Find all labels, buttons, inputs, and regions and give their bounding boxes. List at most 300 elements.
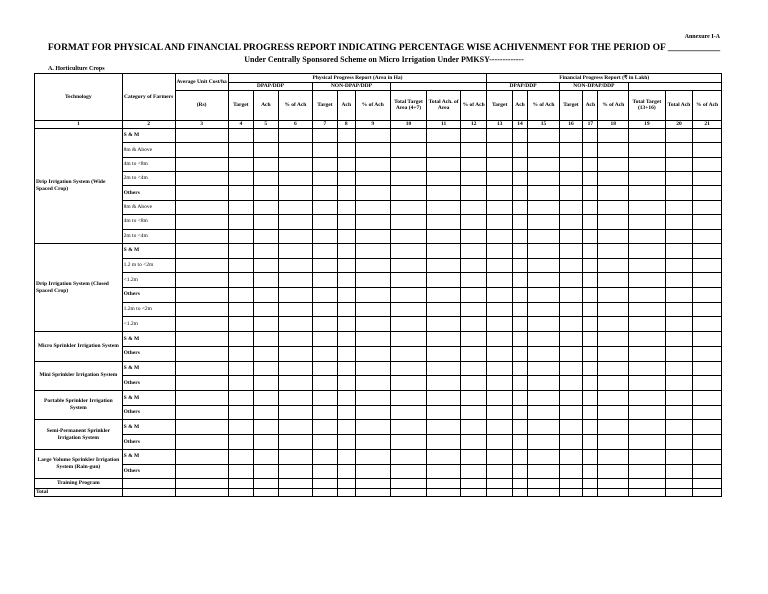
data-cell[interactable]	[665, 420, 693, 435]
data-cell[interactable]	[629, 288, 666, 303]
data-cell[interactable]	[460, 435, 486, 450]
data-cell[interactable]	[337, 244, 355, 259]
data-cell[interactable]	[254, 128, 278, 142]
data-cell[interactable]	[583, 172, 598, 186]
data-cell[interactable]	[254, 479, 278, 489]
data-cell[interactable]	[487, 361, 512, 376]
data-cell[interactable]	[693, 229, 722, 243]
data-cell[interactable]	[487, 288, 512, 303]
data-cell[interactable]	[629, 479, 666, 489]
data-cell[interactable]	[665, 479, 693, 489]
data-cell[interactable]	[528, 157, 560, 171]
data-cell[interactable]	[693, 391, 722, 406]
data-cell[interactable]	[278, 288, 313, 303]
data-cell[interactable]	[629, 143, 666, 157]
data-cell[interactable]	[175, 346, 228, 361]
data-cell[interactable]	[175, 489, 228, 497]
data-cell[interactable]	[313, 258, 337, 273]
data-cell[interactable]	[278, 200, 313, 214]
data-cell[interactable]	[355, 332, 390, 347]
data-cell[interactable]	[254, 288, 278, 303]
data-cell[interactable]	[665, 273, 693, 288]
data-cell[interactable]	[228, 435, 253, 450]
data-cell[interactable]	[390, 317, 427, 332]
data-cell[interactable]	[175, 215, 228, 229]
data-cell[interactable]	[355, 128, 390, 142]
data-cell[interactable]	[629, 420, 666, 435]
data-cell[interactable]	[313, 143, 337, 157]
data-cell[interactable]	[390, 215, 427, 229]
data-cell[interactable]	[175, 391, 228, 406]
data-cell[interactable]	[390, 258, 427, 273]
data-cell[interactable]	[528, 258, 560, 273]
data-cell[interactable]	[355, 200, 390, 214]
data-cell[interactable]	[355, 420, 390, 435]
data-cell[interactable]	[629, 435, 666, 450]
data-cell[interactable]	[559, 128, 582, 142]
data-cell[interactable]	[278, 435, 313, 450]
data-cell[interactable]	[390, 186, 427, 200]
data-cell[interactable]	[355, 489, 390, 497]
data-cell[interactable]	[313, 186, 337, 200]
data-cell[interactable]	[693, 346, 722, 361]
data-cell[interactable]	[487, 420, 512, 435]
data-cell[interactable]	[228, 479, 253, 489]
data-cell[interactable]	[337, 376, 355, 391]
data-cell[interactable]	[512, 376, 527, 391]
data-cell[interactable]	[228, 361, 253, 376]
data-cell[interactable]	[228, 391, 253, 406]
data-cell[interactable]	[278, 157, 313, 171]
data-cell[interactable]	[528, 143, 560, 157]
data-cell[interactable]	[487, 489, 512, 497]
data-cell[interactable]	[460, 376, 486, 391]
data-cell[interactable]	[175, 128, 228, 142]
data-cell[interactable]	[254, 489, 278, 497]
data-cell[interactable]	[528, 317, 560, 332]
data-cell[interactable]	[693, 186, 722, 200]
data-cell[interactable]	[487, 346, 512, 361]
data-cell[interactable]	[228, 244, 253, 259]
data-cell[interactable]	[355, 435, 390, 450]
data-cell[interactable]	[460, 128, 486, 142]
data-cell[interactable]	[254, 391, 278, 406]
data-cell[interactable]	[487, 157, 512, 171]
data-cell[interactable]	[337, 479, 355, 489]
data-cell[interactable]	[629, 361, 666, 376]
data-cell[interactable]	[254, 405, 278, 420]
data-cell[interactable]	[559, 229, 582, 243]
data-cell[interactable]	[313, 157, 337, 171]
data-cell[interactable]	[278, 128, 313, 142]
data-cell[interactable]	[175, 332, 228, 347]
data-cell[interactable]	[512, 215, 527, 229]
data-cell[interactable]	[528, 435, 560, 450]
data-cell[interactable]	[390, 273, 427, 288]
data-cell[interactable]	[313, 464, 337, 479]
data-cell[interactable]	[559, 172, 582, 186]
data-cell[interactable]	[427, 229, 461, 243]
data-cell[interactable]	[427, 258, 461, 273]
data-cell[interactable]	[460, 464, 486, 479]
data-cell[interactable]	[337, 435, 355, 450]
data-cell[interactable]	[598, 302, 629, 317]
data-cell[interactable]	[629, 200, 666, 214]
data-cell[interactable]	[559, 391, 582, 406]
data-cell[interactable]	[460, 420, 486, 435]
data-cell[interactable]	[390, 405, 427, 420]
data-cell[interactable]	[278, 244, 313, 259]
data-cell[interactable]	[665, 376, 693, 391]
data-cell[interactable]	[278, 420, 313, 435]
data-cell[interactable]	[337, 464, 355, 479]
data-cell[interactable]	[665, 317, 693, 332]
data-cell[interactable]	[528, 489, 560, 497]
data-cell[interactable]	[559, 273, 582, 288]
data-cell[interactable]	[512, 391, 527, 406]
data-cell[interactable]	[175, 200, 228, 214]
data-cell[interactable]	[254, 186, 278, 200]
data-cell[interactable]	[460, 172, 486, 186]
data-cell[interactable]	[583, 244, 598, 259]
data-cell[interactable]	[175, 143, 228, 157]
data-cell[interactable]	[313, 376, 337, 391]
data-cell[interactable]	[559, 435, 582, 450]
data-cell[interactable]	[559, 489, 582, 497]
data-cell[interactable]	[228, 376, 253, 391]
data-cell[interactable]	[460, 143, 486, 157]
data-cell[interactable]	[598, 229, 629, 243]
data-cell[interactable]	[337, 157, 355, 171]
data-cell[interactable]	[559, 346, 582, 361]
data-cell[interactable]	[355, 405, 390, 420]
data-cell[interactable]	[598, 288, 629, 303]
data-cell[interactable]	[665, 464, 693, 479]
data-cell[interactable]	[629, 317, 666, 332]
data-cell[interactable]	[390, 157, 427, 171]
data-cell[interactable]	[313, 332, 337, 347]
data-cell[interactable]	[313, 420, 337, 435]
data-cell[interactable]	[665, 489, 693, 497]
data-cell[interactable]	[460, 489, 486, 497]
data-cell[interactable]	[390, 420, 427, 435]
data-cell[interactable]	[583, 302, 598, 317]
data-cell[interactable]	[512, 288, 527, 303]
data-cell[interactable]	[175, 186, 228, 200]
data-cell[interactable]	[337, 200, 355, 214]
data-cell[interactable]	[528, 405, 560, 420]
data-cell[interactable]	[254, 464, 278, 479]
data-cell[interactable]	[427, 172, 461, 186]
data-cell[interactable]	[313, 200, 337, 214]
data-cell[interactable]	[337, 288, 355, 303]
data-cell[interactable]	[278, 258, 313, 273]
data-cell[interactable]	[598, 186, 629, 200]
data-cell[interactable]	[487, 302, 512, 317]
data-cell[interactable]	[629, 128, 666, 142]
data-cell[interactable]	[390, 391, 427, 406]
data-cell[interactable]	[427, 288, 461, 303]
data-cell[interactable]	[583, 128, 598, 142]
data-cell[interactable]	[278, 405, 313, 420]
data-cell[interactable]	[460, 229, 486, 243]
data-cell[interactable]	[693, 128, 722, 142]
data-cell[interactable]	[512, 273, 527, 288]
data-cell[interactable]	[278, 172, 313, 186]
data-cell[interactable]	[629, 258, 666, 273]
data-cell[interactable]	[629, 157, 666, 171]
data-cell[interactable]	[629, 376, 666, 391]
data-cell[interactable]	[427, 464, 461, 479]
data-cell[interactable]	[337, 405, 355, 420]
data-cell[interactable]	[583, 186, 598, 200]
data-cell[interactable]	[460, 317, 486, 332]
data-cell[interactable]	[487, 435, 512, 450]
data-cell[interactable]	[390, 288, 427, 303]
data-cell[interactable]	[487, 244, 512, 259]
data-cell[interactable]	[313, 215, 337, 229]
data-cell[interactable]	[583, 200, 598, 214]
data-cell[interactable]	[528, 128, 560, 142]
data-cell[interactable]	[693, 302, 722, 317]
data-cell[interactable]	[487, 405, 512, 420]
data-cell[interactable]	[175, 464, 228, 479]
data-cell[interactable]	[355, 143, 390, 157]
data-cell[interactable]	[313, 391, 337, 406]
data-cell[interactable]	[512, 435, 527, 450]
data-cell[interactable]	[228, 128, 253, 142]
data-cell[interactable]	[512, 479, 527, 489]
data-cell[interactable]	[487, 273, 512, 288]
data-cell[interactable]	[559, 200, 582, 214]
data-cell[interactable]	[313, 128, 337, 142]
data-cell[interactable]	[487, 258, 512, 273]
data-cell[interactable]	[254, 376, 278, 391]
data-cell[interactable]	[693, 273, 722, 288]
data-cell[interactable]	[512, 258, 527, 273]
data-cell[interactable]	[337, 258, 355, 273]
data-cell[interactable]	[693, 215, 722, 229]
data-cell[interactable]	[254, 157, 278, 171]
data-cell[interactable]	[598, 157, 629, 171]
data-cell[interactable]	[693, 464, 722, 479]
data-cell[interactable]	[427, 332, 461, 347]
data-cell[interactable]	[355, 186, 390, 200]
data-cell[interactable]	[629, 172, 666, 186]
data-cell[interactable]	[559, 420, 582, 435]
data-cell[interactable]	[598, 332, 629, 347]
data-cell[interactable]	[693, 317, 722, 332]
data-cell[interactable]	[512, 464, 527, 479]
data-cell[interactable]	[337, 273, 355, 288]
data-cell[interactable]	[487, 464, 512, 479]
data-cell[interactable]	[512, 449, 527, 464]
data-cell[interactable]	[254, 273, 278, 288]
data-cell[interactable]	[390, 449, 427, 464]
data-cell[interactable]	[254, 200, 278, 214]
data-cell[interactable]	[355, 258, 390, 273]
data-cell[interactable]	[175, 273, 228, 288]
data-cell[interactable]	[175, 449, 228, 464]
data-cell[interactable]	[228, 215, 253, 229]
data-cell[interactable]	[487, 200, 512, 214]
data-cell[interactable]	[665, 200, 693, 214]
data-cell[interactable]	[337, 215, 355, 229]
data-cell[interactable]	[390, 361, 427, 376]
data-cell[interactable]	[337, 143, 355, 157]
data-cell[interactable]	[528, 376, 560, 391]
data-cell[interactable]	[487, 376, 512, 391]
data-cell[interactable]	[583, 479, 598, 489]
data-cell[interactable]	[629, 449, 666, 464]
data-cell[interactable]	[693, 332, 722, 347]
data-cell[interactable]	[559, 332, 582, 347]
data-cell[interactable]	[559, 376, 582, 391]
data-cell[interactable]	[583, 229, 598, 243]
data-cell[interactable]	[355, 317, 390, 332]
data-cell[interactable]	[337, 317, 355, 332]
data-cell[interactable]	[528, 215, 560, 229]
data-cell[interactable]	[427, 186, 461, 200]
data-cell[interactable]	[254, 302, 278, 317]
data-cell[interactable]	[254, 420, 278, 435]
data-cell[interactable]	[355, 215, 390, 229]
data-cell[interactable]	[693, 479, 722, 489]
data-cell[interactable]	[313, 244, 337, 259]
data-cell[interactable]	[487, 391, 512, 406]
data-cell[interactable]	[337, 332, 355, 347]
data-cell[interactable]	[629, 215, 666, 229]
data-cell[interactable]	[355, 229, 390, 243]
data-cell[interactable]	[528, 346, 560, 361]
data-cell[interactable]	[390, 229, 427, 243]
data-cell[interactable]	[254, 435, 278, 450]
data-cell[interactable]	[337, 172, 355, 186]
data-cell[interactable]	[313, 489, 337, 497]
data-cell[interactable]	[254, 361, 278, 376]
data-cell[interactable]	[693, 405, 722, 420]
data-cell[interactable]	[337, 128, 355, 142]
data-cell[interactable]	[665, 435, 693, 450]
data-cell[interactable]	[583, 215, 598, 229]
data-cell[interactable]	[512, 332, 527, 347]
data-cell[interactable]	[427, 215, 461, 229]
data-cell[interactable]	[528, 288, 560, 303]
data-cell[interactable]	[337, 302, 355, 317]
data-cell[interactable]	[313, 302, 337, 317]
data-cell[interactable]	[278, 391, 313, 406]
data-cell[interactable]	[278, 186, 313, 200]
data-cell[interactable]	[355, 157, 390, 171]
data-cell[interactable]	[583, 143, 598, 157]
data-cell[interactable]	[460, 346, 486, 361]
data-cell[interactable]	[559, 449, 582, 464]
data-cell[interactable]	[665, 346, 693, 361]
data-cell[interactable]	[665, 302, 693, 317]
data-cell[interactable]	[228, 302, 253, 317]
data-cell[interactable]	[487, 186, 512, 200]
data-cell[interactable]	[512, 157, 527, 171]
data-cell[interactable]	[460, 391, 486, 406]
data-cell[interactable]	[583, 361, 598, 376]
data-cell[interactable]	[228, 157, 253, 171]
data-cell[interactable]	[598, 128, 629, 142]
data-cell[interactable]	[583, 449, 598, 464]
data-cell[interactable]	[254, 143, 278, 157]
data-cell[interactable]	[629, 273, 666, 288]
data-cell[interactable]	[313, 449, 337, 464]
data-cell[interactable]	[427, 391, 461, 406]
data-cell[interactable]	[583, 405, 598, 420]
data-cell[interactable]	[665, 143, 693, 157]
data-cell[interactable]	[629, 302, 666, 317]
data-cell[interactable]	[559, 143, 582, 157]
data-cell[interactable]	[629, 405, 666, 420]
data-cell[interactable]	[122, 479, 175, 489]
data-cell[interactable]	[278, 464, 313, 479]
data-cell[interactable]	[629, 186, 666, 200]
data-cell[interactable]	[460, 361, 486, 376]
data-cell[interactable]	[665, 244, 693, 259]
data-cell[interactable]	[528, 200, 560, 214]
data-cell[interactable]	[337, 229, 355, 243]
data-cell[interactable]	[254, 317, 278, 332]
data-cell[interactable]	[559, 244, 582, 259]
data-cell[interactable]	[693, 157, 722, 171]
data-cell[interactable]	[228, 229, 253, 243]
data-cell[interactable]	[598, 143, 629, 157]
data-cell[interactable]	[665, 288, 693, 303]
data-cell[interactable]	[598, 464, 629, 479]
data-cell[interactable]	[313, 273, 337, 288]
data-cell[interactable]	[175, 317, 228, 332]
data-cell[interactable]	[559, 288, 582, 303]
data-cell[interactable]	[355, 288, 390, 303]
data-cell[interactable]	[355, 273, 390, 288]
data-cell[interactable]	[254, 244, 278, 259]
data-cell[interactable]	[228, 273, 253, 288]
data-cell[interactable]	[559, 215, 582, 229]
data-cell[interactable]	[278, 376, 313, 391]
data-cell[interactable]	[313, 361, 337, 376]
data-cell[interactable]	[583, 157, 598, 171]
data-cell[interactable]	[528, 361, 560, 376]
data-cell[interactable]	[427, 420, 461, 435]
data-cell[interactable]	[693, 288, 722, 303]
data-cell[interactable]	[460, 273, 486, 288]
data-cell[interactable]	[278, 215, 313, 229]
data-cell[interactable]	[693, 376, 722, 391]
data-cell[interactable]	[228, 258, 253, 273]
data-cell[interactable]	[693, 258, 722, 273]
data-cell[interactable]	[175, 172, 228, 186]
data-cell[interactable]	[175, 435, 228, 450]
data-cell[interactable]	[278, 143, 313, 157]
data-cell[interactable]	[427, 157, 461, 171]
data-cell[interactable]	[254, 172, 278, 186]
data-cell[interactable]	[583, 346, 598, 361]
data-cell[interactable]	[665, 229, 693, 243]
data-cell[interactable]	[355, 391, 390, 406]
data-cell[interactable]	[512, 128, 527, 142]
data-cell[interactable]	[427, 435, 461, 450]
data-cell[interactable]	[427, 128, 461, 142]
data-cell[interactable]	[390, 376, 427, 391]
data-cell[interactable]	[427, 143, 461, 157]
data-cell[interactable]	[528, 420, 560, 435]
data-cell[interactable]	[598, 376, 629, 391]
data-cell[interactable]	[254, 215, 278, 229]
